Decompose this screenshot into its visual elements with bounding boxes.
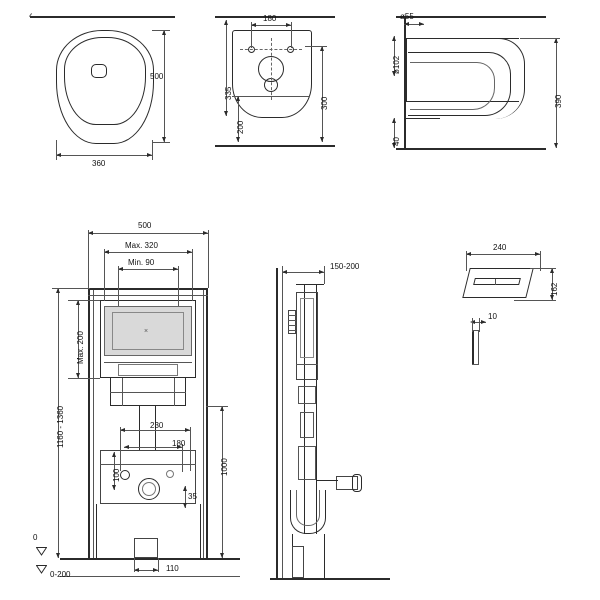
dim-label-300: 300 xyxy=(320,96,329,110)
dim-label-35: 35 xyxy=(188,492,197,501)
ext-line xyxy=(466,251,467,271)
frame-side-foot-box xyxy=(292,546,304,578)
arrow xyxy=(236,137,240,142)
dim-line-360-h xyxy=(56,155,152,156)
waste-outlet-inner xyxy=(142,482,156,496)
datum-triangle-adjust xyxy=(36,565,47,574)
floor-line xyxy=(215,145,335,147)
frame-top-rail-inner xyxy=(88,295,208,296)
frame-side-top xyxy=(296,284,324,285)
dim-line-150-200 xyxy=(282,272,324,273)
dim-line-300 xyxy=(322,46,323,142)
ext-line xyxy=(514,300,556,301)
ext-line xyxy=(134,558,135,572)
ext-line xyxy=(282,266,283,284)
dim-label-d55: ø55 xyxy=(400,12,414,21)
centerline-h xyxy=(240,49,302,50)
centerline-v xyxy=(271,38,272,100)
ext-line xyxy=(152,140,153,160)
wall-line xyxy=(30,16,175,18)
ext-line xyxy=(305,46,327,47)
dim-label-390: 390 xyxy=(554,94,563,108)
ext-line xyxy=(68,378,100,379)
nozzle-link xyxy=(316,480,338,481)
dim-label-150-200: 150-200 xyxy=(330,262,360,271)
dim-line-500-v xyxy=(164,30,165,142)
floor-line xyxy=(60,558,240,560)
dim-line-335 xyxy=(226,20,227,116)
cistern-side-inner xyxy=(300,298,314,358)
nozzle-end xyxy=(352,474,362,492)
frame-upright-left xyxy=(88,288,90,558)
flush-plate-side-bottom xyxy=(472,364,479,365)
arrow xyxy=(124,445,129,449)
dim-label-110: 110 xyxy=(166,564,179,573)
floor-line xyxy=(270,578,390,580)
dim-label-230: 230 xyxy=(150,421,164,430)
ext-line xyxy=(479,318,480,332)
fixing-bolt-circle xyxy=(166,470,174,478)
arrow xyxy=(183,503,187,508)
ext-line xyxy=(291,22,292,48)
arrow xyxy=(320,137,324,142)
dim-label-335: 335 xyxy=(224,86,233,100)
arrow xyxy=(224,111,228,116)
arrow xyxy=(554,143,558,148)
frame-side-detail-1 xyxy=(298,386,316,404)
dim-label-180: 180 xyxy=(263,14,277,23)
dim-line-180 xyxy=(251,25,291,26)
wc-seat-detail xyxy=(91,64,107,78)
frame-upright-right xyxy=(206,288,208,558)
ext-line xyxy=(158,558,159,572)
dim-label-1160-1360: 1160 - 1360 xyxy=(56,405,65,448)
ext-line xyxy=(192,249,193,301)
arrow xyxy=(419,22,424,26)
dim-label-d102: ø102 xyxy=(392,55,401,74)
ext-line xyxy=(208,230,209,288)
dim-label-100: 100 xyxy=(112,468,121,482)
cistern-center-mark: × xyxy=(144,328,149,335)
floor-line xyxy=(396,148,546,150)
dim-line-min90 xyxy=(118,269,178,270)
dim-line-390 xyxy=(556,38,557,148)
frame-side-foot-right xyxy=(324,534,325,578)
water-inlet-circle xyxy=(120,470,130,480)
ext-line xyxy=(182,444,183,472)
frame-top-rail xyxy=(88,288,208,290)
flush-plate-side-top xyxy=(472,330,479,331)
dim-line-200 xyxy=(238,96,239,142)
frame-foot-center xyxy=(134,538,158,558)
ext-line xyxy=(190,427,191,471)
frame-upright-right-inner xyxy=(203,288,204,558)
dim-label-min-90: Min. 90 xyxy=(128,258,155,267)
ext-line xyxy=(56,140,57,160)
connector-line xyxy=(288,320,296,321)
ext-line xyxy=(152,142,170,143)
dim-label-max-320: Max. 320 xyxy=(125,241,158,250)
arrow xyxy=(183,486,187,491)
ext-line xyxy=(152,30,170,31)
connector-line xyxy=(288,325,296,326)
wc-seat-inner xyxy=(64,37,146,125)
connector-line xyxy=(288,330,296,331)
ext-line xyxy=(530,268,556,269)
ext-line xyxy=(88,230,89,288)
arrow xyxy=(236,96,240,101)
frame-foot-right xyxy=(200,504,201,558)
wall-inner-line xyxy=(282,268,283,578)
floor-adjust-line xyxy=(60,576,240,577)
arrow xyxy=(404,22,409,26)
dim-label-180-frame: 180 xyxy=(172,439,186,448)
dim-label-200: 200 xyxy=(236,120,245,134)
dim-line-max320 xyxy=(104,252,192,253)
dim-label-0-200: 0-200 xyxy=(50,570,71,579)
dim-line-230 xyxy=(120,430,190,431)
cistern-side-divider xyxy=(296,364,318,365)
frame-side-detail-3 xyxy=(298,446,316,480)
dim-label-height-500: 500 xyxy=(150,72,164,81)
dim-label-162: 162 xyxy=(550,282,559,296)
frame-foot-left xyxy=(96,504,97,558)
frame-side-detail-2 xyxy=(300,412,314,438)
wall-line-vertical xyxy=(276,268,278,578)
dim-label-datum-0: 0 xyxy=(33,533,38,542)
ext-line xyxy=(520,38,560,39)
flush-plate-side-profile xyxy=(472,330,474,364)
dim-label-1000: 1000 xyxy=(220,458,229,476)
wc-side-bowl xyxy=(410,62,495,110)
flush-plate-buttons xyxy=(473,278,521,285)
cistern-rib xyxy=(122,378,123,406)
arrow xyxy=(392,118,396,123)
datum-triangle-0 xyxy=(36,547,47,556)
flush-pipe-left xyxy=(139,406,140,450)
dim-label-max-200: Max. 200 xyxy=(76,331,85,364)
dim-line-1000 xyxy=(222,406,223,558)
dim-label-240: 240 xyxy=(493,243,507,252)
arrow xyxy=(481,320,486,324)
ext-line xyxy=(206,406,228,407)
ext-line xyxy=(68,300,100,301)
ext-line xyxy=(472,318,473,332)
connector-line xyxy=(288,315,296,316)
arrow xyxy=(112,485,116,490)
arrow xyxy=(392,36,396,41)
dim-label-frame-500: 500 xyxy=(138,221,152,230)
ext-line xyxy=(52,288,90,289)
arrow xyxy=(56,553,60,558)
ext-line xyxy=(104,249,105,301)
flush-plate-side-inner xyxy=(478,330,479,364)
dim-label-40: 40 xyxy=(392,137,401,146)
ext-line xyxy=(120,427,121,471)
ext-line xyxy=(178,266,179,306)
flush-plate-button-divider xyxy=(495,279,496,285)
arrow xyxy=(112,452,116,457)
ext-line xyxy=(118,266,119,306)
cistern-divider xyxy=(104,362,192,363)
arrow xyxy=(220,553,224,558)
arrow xyxy=(224,20,228,25)
dim-line-500-frame xyxy=(88,233,208,234)
frame-upright-left-inner xyxy=(93,288,94,558)
wc-side-base xyxy=(406,118,440,119)
ext-line xyxy=(324,266,325,284)
ceiling-line xyxy=(396,16,546,18)
dim-label-width-360: 360 xyxy=(92,159,106,168)
cistern-rib xyxy=(174,378,175,406)
cistern-access xyxy=(118,364,178,376)
dim-label-10: 10 xyxy=(488,312,497,321)
ext-line xyxy=(251,22,252,48)
waste-bend-inner xyxy=(296,490,320,526)
dim-line-240 xyxy=(466,254,540,255)
